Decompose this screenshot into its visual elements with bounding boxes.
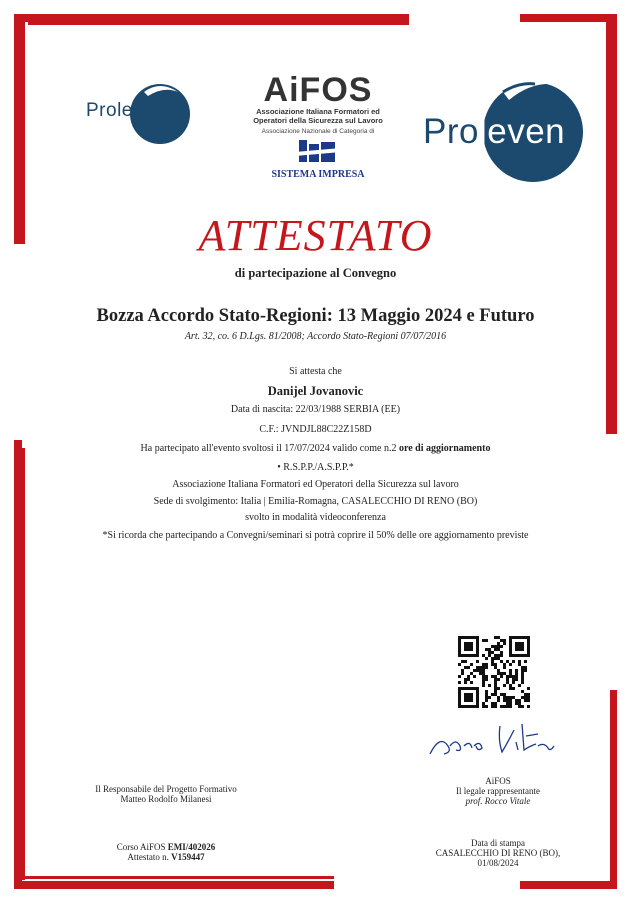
aifos-line1: Associazione Italiana Formatori ed <box>256 107 380 116</box>
cert-prefix: Attestato n. <box>127 852 172 862</box>
note-text: *Si ricorda che partecipando a Convegni/seminari si potrà coprire il 50% delle ore aggiornamento previste <box>102 530 529 541</box>
tax-code: C.F.: JVNDJL88C22Z158D <box>259 424 372 435</box>
frame-left-top-inner <box>22 22 25 244</box>
frame-left-top <box>14 14 22 244</box>
print-date: 01/08/2024 <box>477 858 519 868</box>
legal-reference: Art. 32, co. 6 D.Lgs. 81/2008; Accordo Stato-Regioni 07/07/2016 <box>184 331 447 342</box>
proleven-large-text: Proleven <box>423 112 566 151</box>
sistema-impresa-label: SISTEMA IMPRESA <box>271 169 365 180</box>
participation-prefix: Ha partecipato all'evento svoltosi il 17/07/2024 valido come n.2 <box>140 443 399 454</box>
responsible-name: Matteo Rodolfo Milanesi <box>120 794 212 804</box>
responsible-block <box>46 784 286 804</box>
certificate-number <box>46 852 286 862</box>
legal-rep-block <box>408 776 588 806</box>
legal-rep-title: Il legale rappresentante <box>456 786 540 796</box>
sistema-impresa-icon <box>295 138 341 164</box>
venue-text: Sede di svolgimento: Italia | Emilia-Romagna, CASALECCHIO DI RENO (BO) <box>153 496 478 507</box>
frame-bottom-left <box>14 881 334 889</box>
frame-right-bottom <box>610 690 617 889</box>
responsible-title: Il Responsabile del Progetto Formativo <box>95 784 237 794</box>
certificate-subtitle: di partecipazione al Convegno <box>234 266 397 280</box>
frame-right-inner <box>606 22 609 434</box>
aifos-line2: Operatori della Sicurezza sul Lavoro <box>253 116 383 125</box>
mode-text: svolto in modalità videoconferenza <box>245 512 386 523</box>
association-text: Associazione Italiana Formatori ed Operatori della Sicurezza sul lavoro <box>172 479 459 490</box>
frame-left-bottom <box>14 440 22 889</box>
course-code-value: EMI/402026 <box>167 842 216 852</box>
cert-code-value: V159447 <box>171 852 205 862</box>
course-block <box>46 842 286 862</box>
print-block <box>408 838 588 868</box>
participation-text <box>38 443 593 454</box>
aifos-wordmark: AiFOS <box>263 71 373 109</box>
event-title: Bozza Accordo Stato-Regioni: 13 Maggio 2024 e Futuro <box>96 306 535 326</box>
frame-top-left-inner <box>28 22 409 25</box>
frame-bottom-left-inner <box>22 876 334 879</box>
course-prefix: Corso AiFOS <box>116 842 168 852</box>
print-place: CASALECCHIO DI RENO (BO), <box>435 848 561 858</box>
birth-info: Data di nascita: 22/03/1988 SERBIA (EE) <box>230 404 401 415</box>
attests-text: Si attesta che <box>289 366 342 377</box>
frame-top-left <box>14 14 409 22</box>
proleven-large-text-overlay: leven <box>478 112 566 151</box>
proleven-small-text: Proleven <box>86 100 165 121</box>
frame-right <box>609 14 617 434</box>
proleven-logo-large <box>423 60 593 190</box>
aifos-logo <box>238 73 398 180</box>
course-code <box>46 842 286 852</box>
frame-top-right <box>520 14 617 22</box>
legal-rep-name: prof. Rocco Vitale <box>465 796 531 806</box>
org-name: AiFOS <box>485 776 511 786</box>
certificate-title: ATTESTATO <box>198 211 433 260</box>
participation-hours: ore di aggiornamento <box>398 443 491 454</box>
print-label: Data di stampa <box>471 838 525 848</box>
aifos-line3: Associazione Nazionale di Categoria di <box>261 128 375 135</box>
signature-image <box>426 716 558 762</box>
participant-name: Danijel Jovanovic <box>267 384 364 398</box>
certificate-document <box>38 30 593 875</box>
qr-code <box>458 636 530 708</box>
frame-left-bottom-inner <box>22 448 25 880</box>
proleven-logo-small <box>88 78 198 148</box>
role-item: • R.S.P.P./A.S.P.P.* <box>277 462 354 473</box>
frame-bottom-right <box>520 881 617 889</box>
